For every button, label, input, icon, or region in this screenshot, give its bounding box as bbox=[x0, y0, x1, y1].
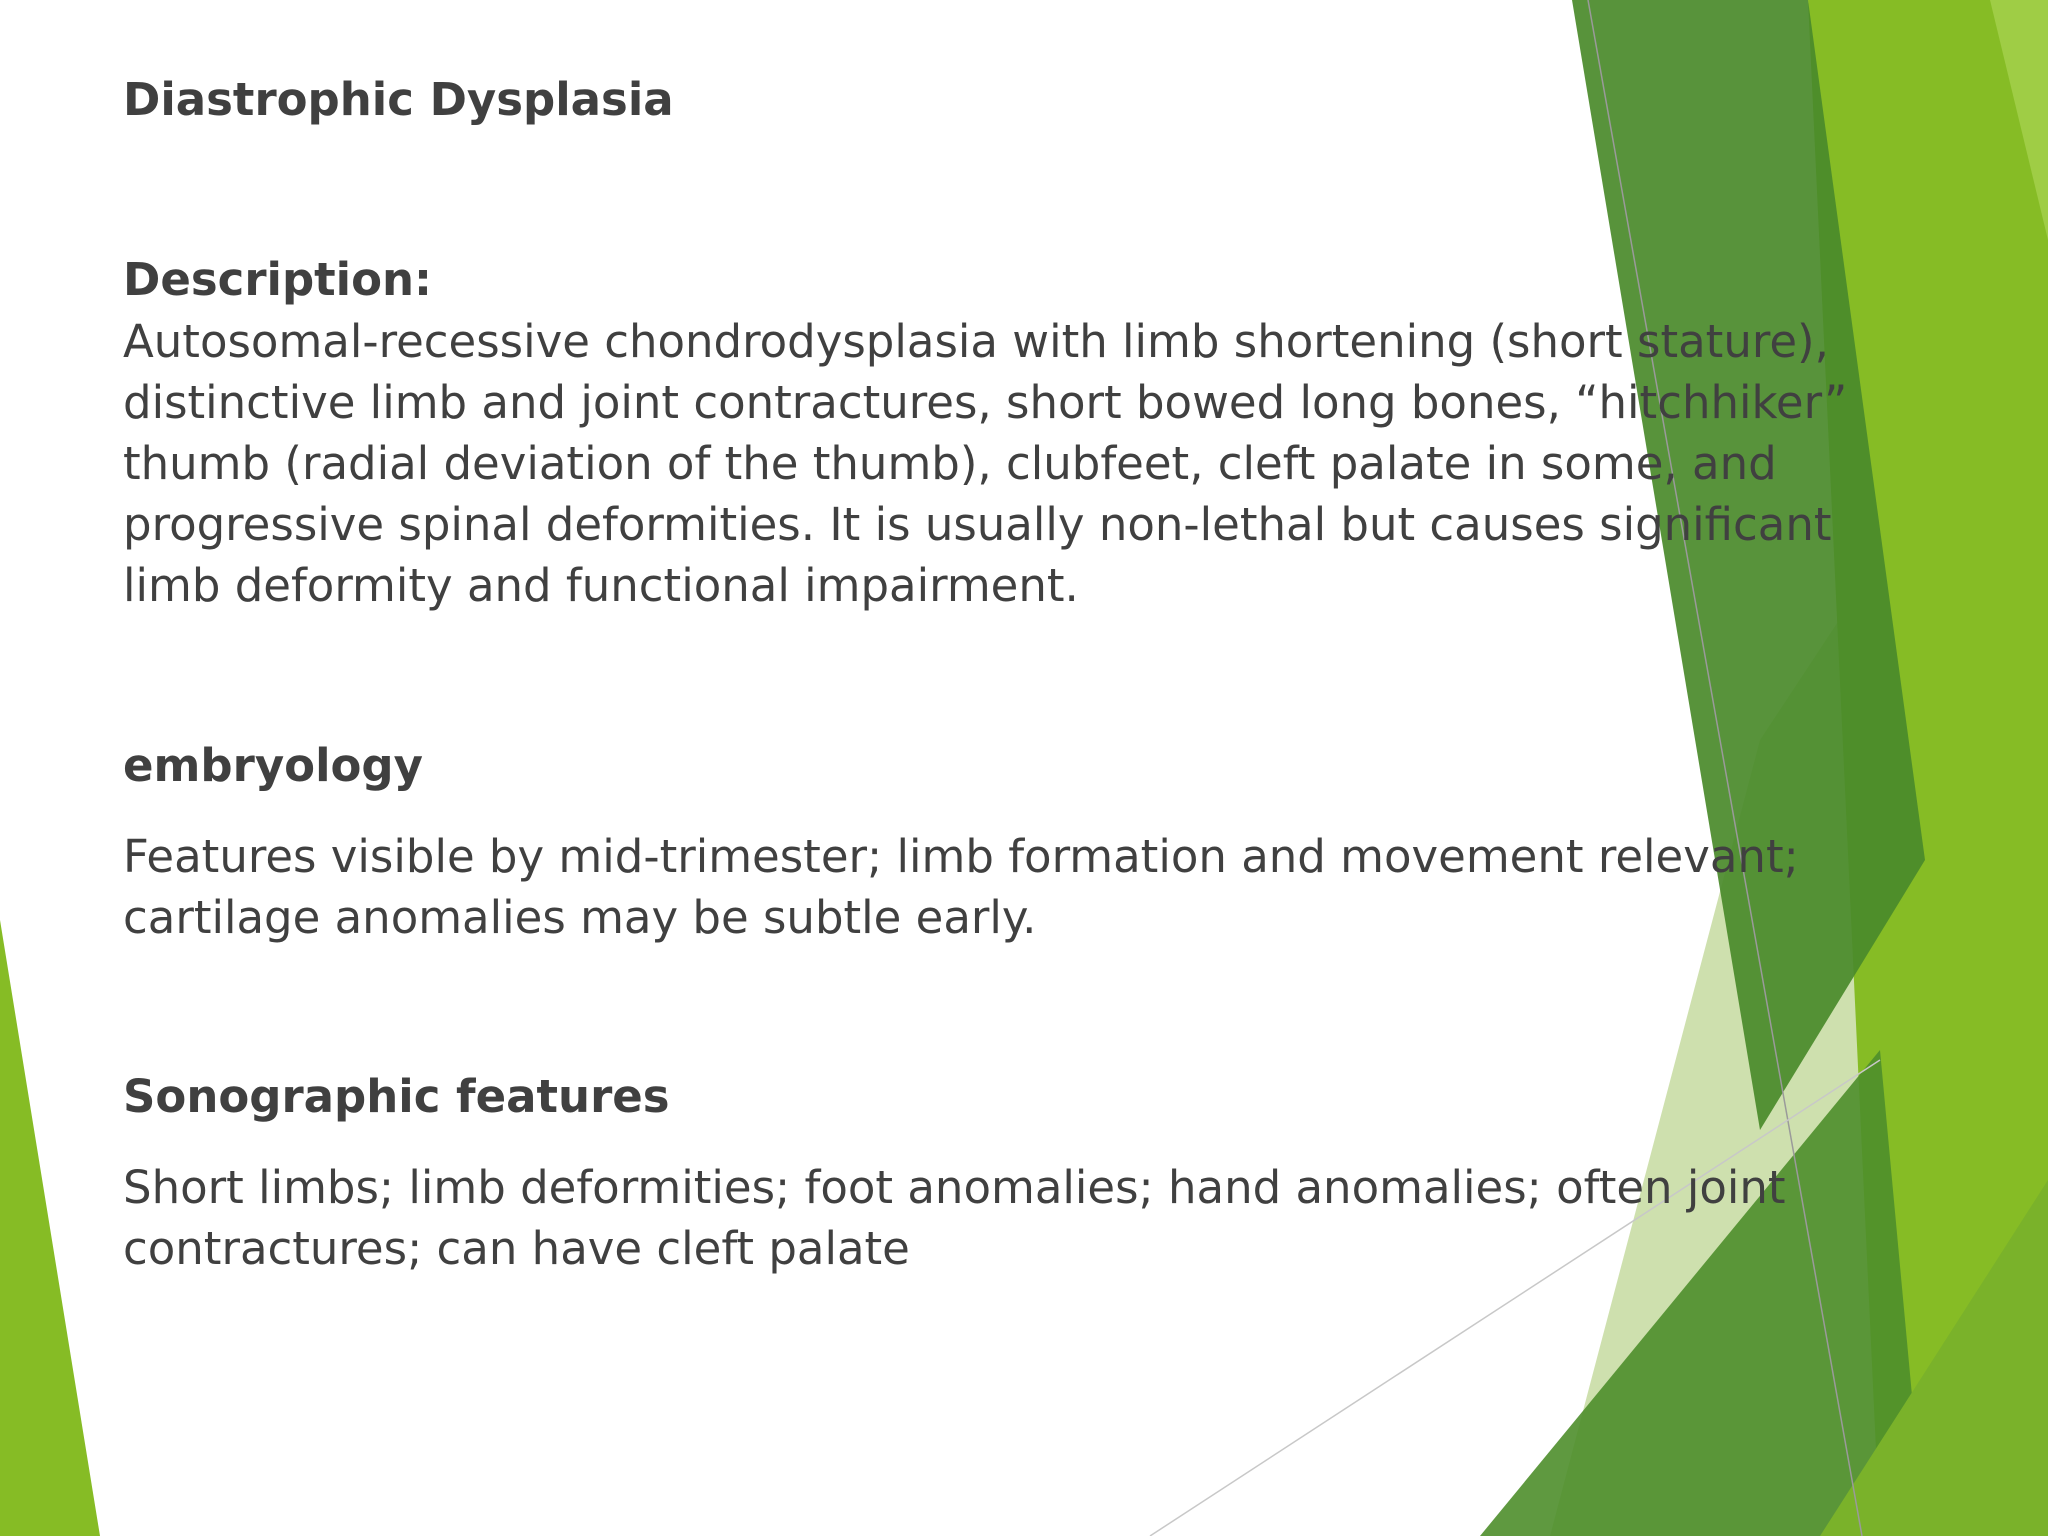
sonographic-line: Short limbs; limb deformities; foot anomalies; hand anomalies; often joint bbox=[123, 1161, 1786, 1214]
description-line: distinctive limb and joint contractures, short bowed long bones, “hitchhiker” bbox=[123, 376, 1848, 429]
embryology-text bbox=[123, 826, 1923, 948]
slide-title: Diastrophic Dysplasia bbox=[123, 73, 674, 126]
description-text bbox=[123, 311, 1923, 616]
embryology-heading: embryology bbox=[123, 739, 423, 792]
sonographic-heading: Sonographic features bbox=[123, 1070, 670, 1123]
sonographic-text bbox=[123, 1157, 1923, 1279]
embryology-line: cartilage anomalies may be subtle early. bbox=[123, 891, 1037, 944]
description-line: limb deformity and functional impairment. bbox=[123, 559, 1079, 612]
embryology-line: Features visible by mid-trimester; limb formation and movement relevant; bbox=[123, 830, 1799, 883]
description-line: thumb (radial deviation of the thumb), clubfeet, cleft palate in some, and bbox=[123, 437, 1777, 490]
description-line: progressive spinal deformities. It is usually non-lethal but causes significant bbox=[123, 498, 1832, 551]
left-green-wedge bbox=[0, 920, 100, 1536]
description-line: Autosomal-recessive chondrodysplasia with limb shortening (short stature), bbox=[123, 315, 1829, 368]
sonographic-line: contractures; can have cleft palate bbox=[123, 1222, 910, 1275]
description-heading: Description: bbox=[123, 253, 433, 306]
